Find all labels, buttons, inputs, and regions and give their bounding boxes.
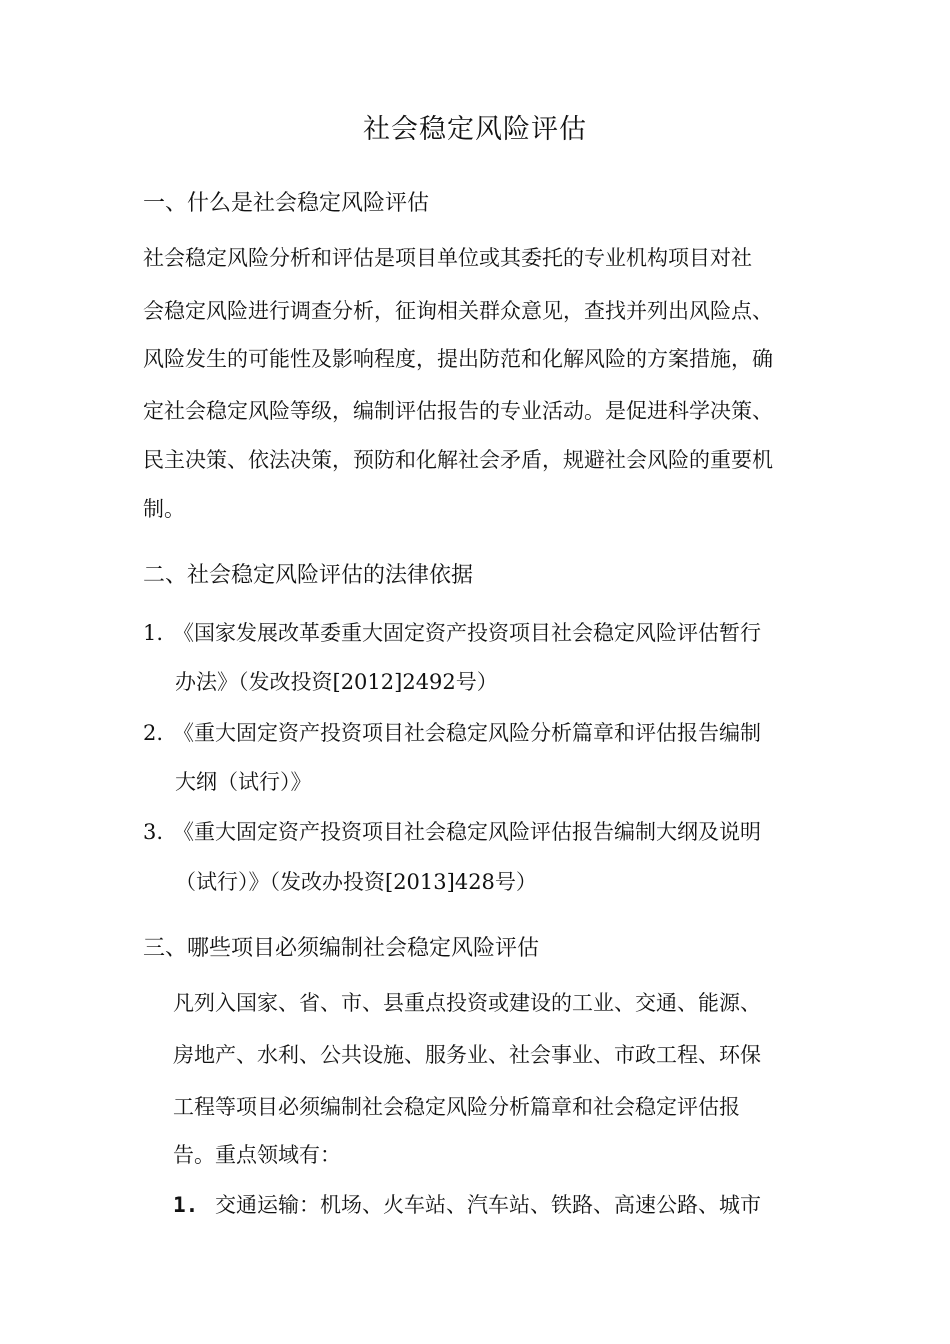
section-1-line: 制。 [143, 497, 185, 521]
section-3-line: 房地产、水利、公共设施、服务业、社会事业、市政工程、环保 [173, 1043, 761, 1067]
section-1-line: 定社会稳定风险等级，编制评估报告的专业活动。是促进科学决策、 [143, 399, 773, 423]
legal-basis-item [143, 817, 761, 847]
section-3-heading-text: 三、哪些项目必须编制社会稳定风险评估 [143, 936, 540, 961]
section-3-line: 凡列入国家、省、市、县重点投资或建设的工业、交通、能源、 [173, 991, 761, 1015]
section-3-line: 告。重点领域有： [173, 1143, 341, 1167]
section-2-heading-text: 二、社会稳定风险评估的法律依据 [143, 563, 474, 588]
item-text: 《重大固定资产投资项目社会稳定风险评估报告编制大纲及说明 [173, 820, 761, 844]
section-1-line: 会稳定风险进行调查分析，征询相关群众意见，查找并列出风险点、 [143, 299, 773, 323]
section-1-heading [143, 189, 429, 219]
legal-basis-item-continuation: 大纲（试行）》 [175, 770, 312, 794]
item-number: 1. [173, 1193, 199, 1217]
section-1-line: 民主决策、依法决策，预防和化解社会矛盾，规避社会风险的重要机 [143, 448, 773, 472]
legal-basis-item-continuation: 办法》（发改投资[2012]2492号） [175, 670, 498, 694]
legal-basis-item-continuation: （试行）》（发改办投资[2013]428号） [175, 870, 537, 894]
section-3-line: 工程等项目必须编制社会稳定风险分析篇章和社会稳定评估报 [173, 1095, 740, 1119]
legal-basis-item [143, 618, 761, 648]
section-1-line: 风险发生的可能性及影响程度，提出防范和化解风险的方案措施，确 [143, 347, 773, 371]
section-1-line: 社会稳定风险分析和评估是项目单位或其委托的专业机构项目对社 [143, 246, 752, 270]
item-text: 《重大固定资产投资项目社会稳定风险分析篇章和评估报告编制 [173, 721, 761, 745]
item-number: 1. [143, 621, 164, 645]
item-text: 《国家发展改革委重大固定资产投资项目社会稳定风险评估暂行 [173, 621, 761, 645]
focus-area-item [173, 1190, 761, 1220]
item-number: 3. [143, 820, 164, 844]
section-3-heading [143, 934, 539, 964]
item-text: 交通运输：机场、火车站、汽车站、铁路、高速公路、城市 [215, 1193, 761, 1217]
page-title: 社会稳定风险评估 [363, 114, 587, 145]
item-number: 2. [143, 721, 164, 745]
section-1-heading-text: 一、什么是社会稳定风险评估 [143, 191, 430, 216]
section-2-heading [143, 561, 473, 591]
legal-basis-item [143, 718, 761, 748]
